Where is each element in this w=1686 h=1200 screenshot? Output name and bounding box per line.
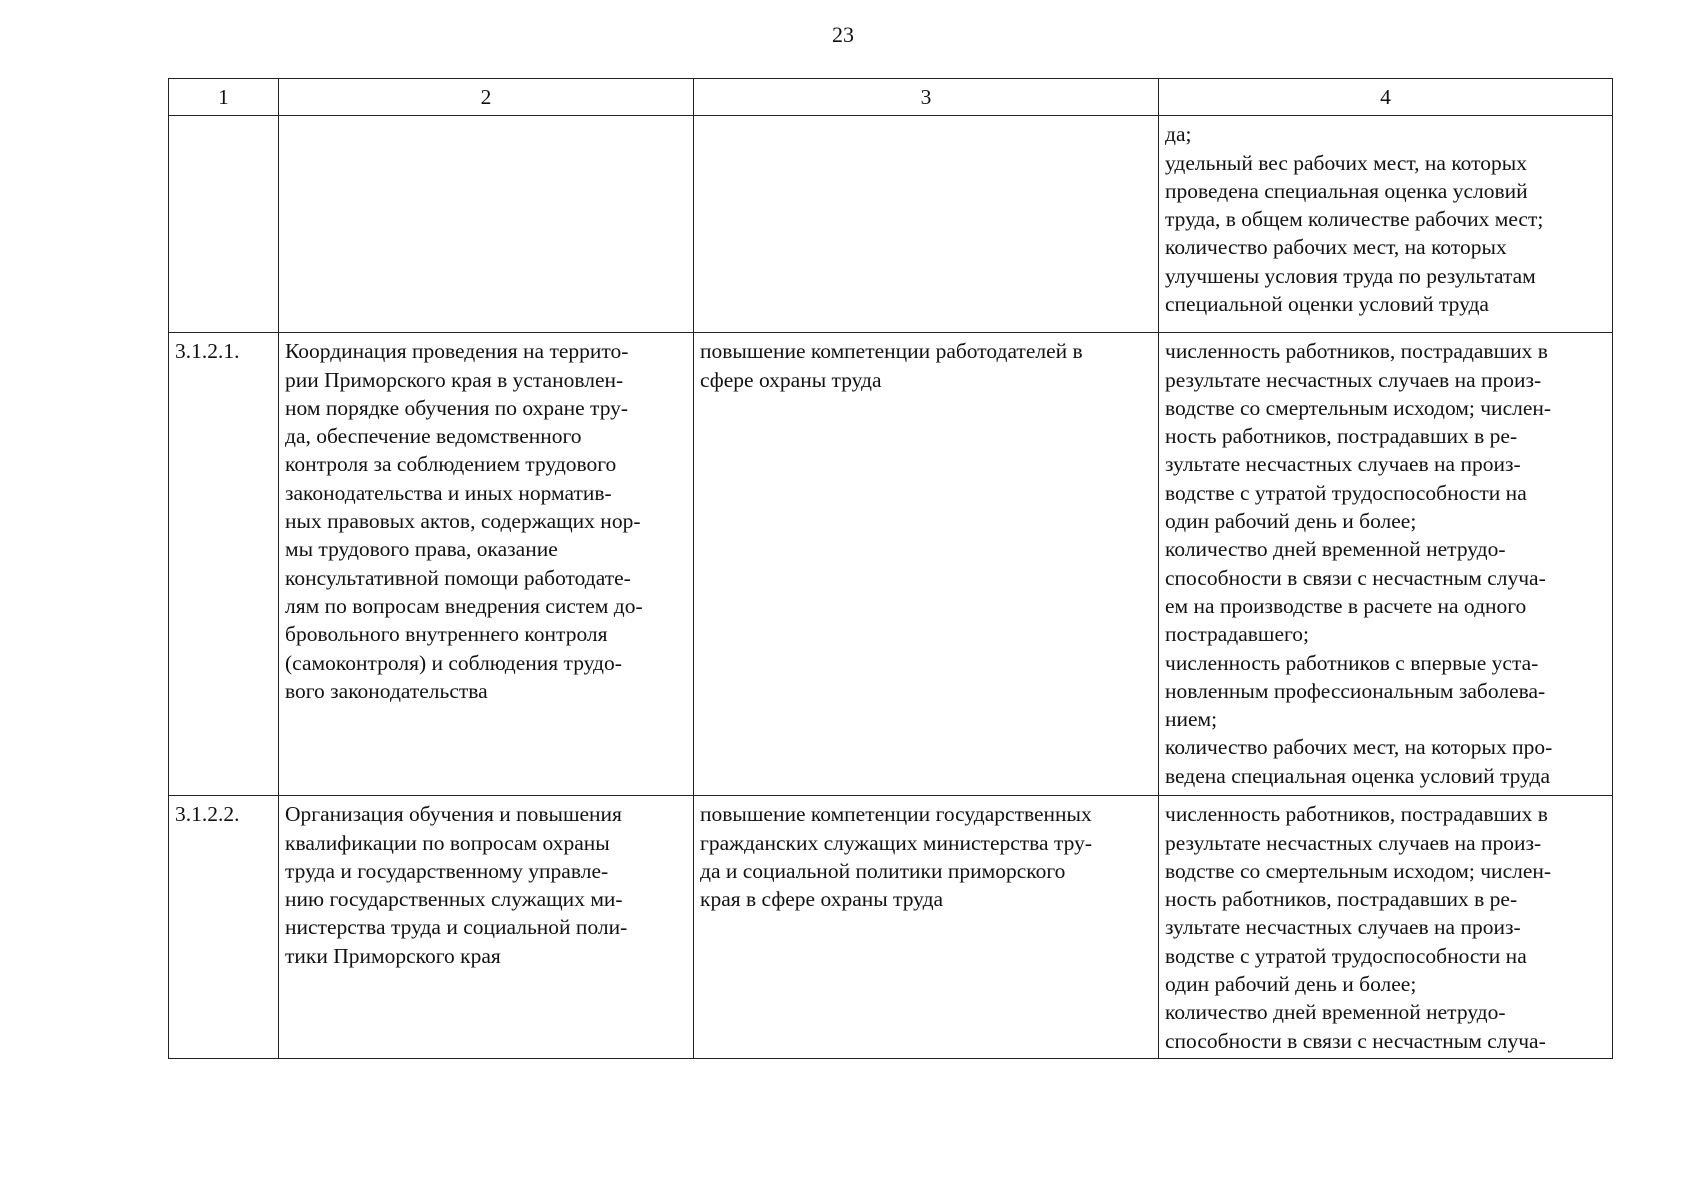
row-number-cell: 3.1.2.1.: [169, 333, 279, 796]
result-cell: повышение компетенции работодателей в сфере охраны труда: [694, 333, 1159, 796]
measures-table: [168, 78, 1613, 1059]
column-header-3: 3: [694, 79, 1159, 116]
result-cell: повышение компетенции государственных гражданских служащих министерства тру- да и социальной политики приморского края в сфере охраны труда: [694, 796, 1159, 1059]
table-row: [169, 116, 1613, 333]
indicators-cell: да; удельный вес рабочих мест, на которых проведена специальная оценка условий труда, в общем количестве рабочих мест; количество рабочих мест, на которых улучшены условия труда по результатам специальной оценки условий труда: [1159, 116, 1613, 333]
table-header-row: [169, 79, 1613, 116]
indicators-cell: численность работников, пострадавших в результате несчастных случаев на произ- водстве со смертельным исходом; числен- ность работников, пострадавших в ре- зультате несчастных случаев на произ- водстве с утратой трудоспособности на один рабочий день и более; количество дней временной нетрудо- способности в связи с несчастным случа-: [1159, 796, 1613, 1059]
column-header-1: 1: [169, 79, 279, 116]
page-number: 23: [832, 22, 854, 47]
row-number-cell: 3.1.2.2.: [169, 796, 279, 1059]
table-row: [169, 333, 1613, 796]
measure-cell: Организация обучения и повышения квалификации по вопросам охраны труда и государственному управле- нию государственных служащих ми- нистерства труда и социальной поли- тики Приморского края: [279, 796, 694, 1059]
indicators-cell: численность работников, пострадавших в результате несчастных случаев на произ- водстве со смертельным исходом; числен- ность работников, пострадавших в ре- зультате несчастных случаев на произ- водстве с утратой трудоспособности на один рабочий день и более; количество дней временной нетрудо- способности в связи с несчастным случа- ем на производстве в расчете на одного пострадавшего; численность работников с впервые уста- новленным профессиональным заболева- нием; количество рабочих мест, на которых про- ведена специальная оценка условий труда: [1159, 333, 1613, 796]
row-number-cell: [169, 116, 279, 333]
table-row: [169, 796, 1613, 1059]
result-cell: [694, 116, 1159, 333]
column-header-2: 2: [279, 79, 694, 116]
measure-cell: Координация проведения на террито- рии Приморского края в установлен- ном порядке обучения по охране тру- да, обеспечение ведомственного контроля за соблюдением трудового законодательства и иных норматив- ных правовых актов, содержащих нор- мы трудового права, оказание консультативной помощи работодате- лям по вопросам внедрения систем до- бровольного внутреннего контроля (самоконтроля) и соблюдения трудо- вого законодательства: [279, 333, 694, 796]
measure-cell: [279, 116, 694, 333]
column-header-4: 4: [1159, 79, 1613, 116]
